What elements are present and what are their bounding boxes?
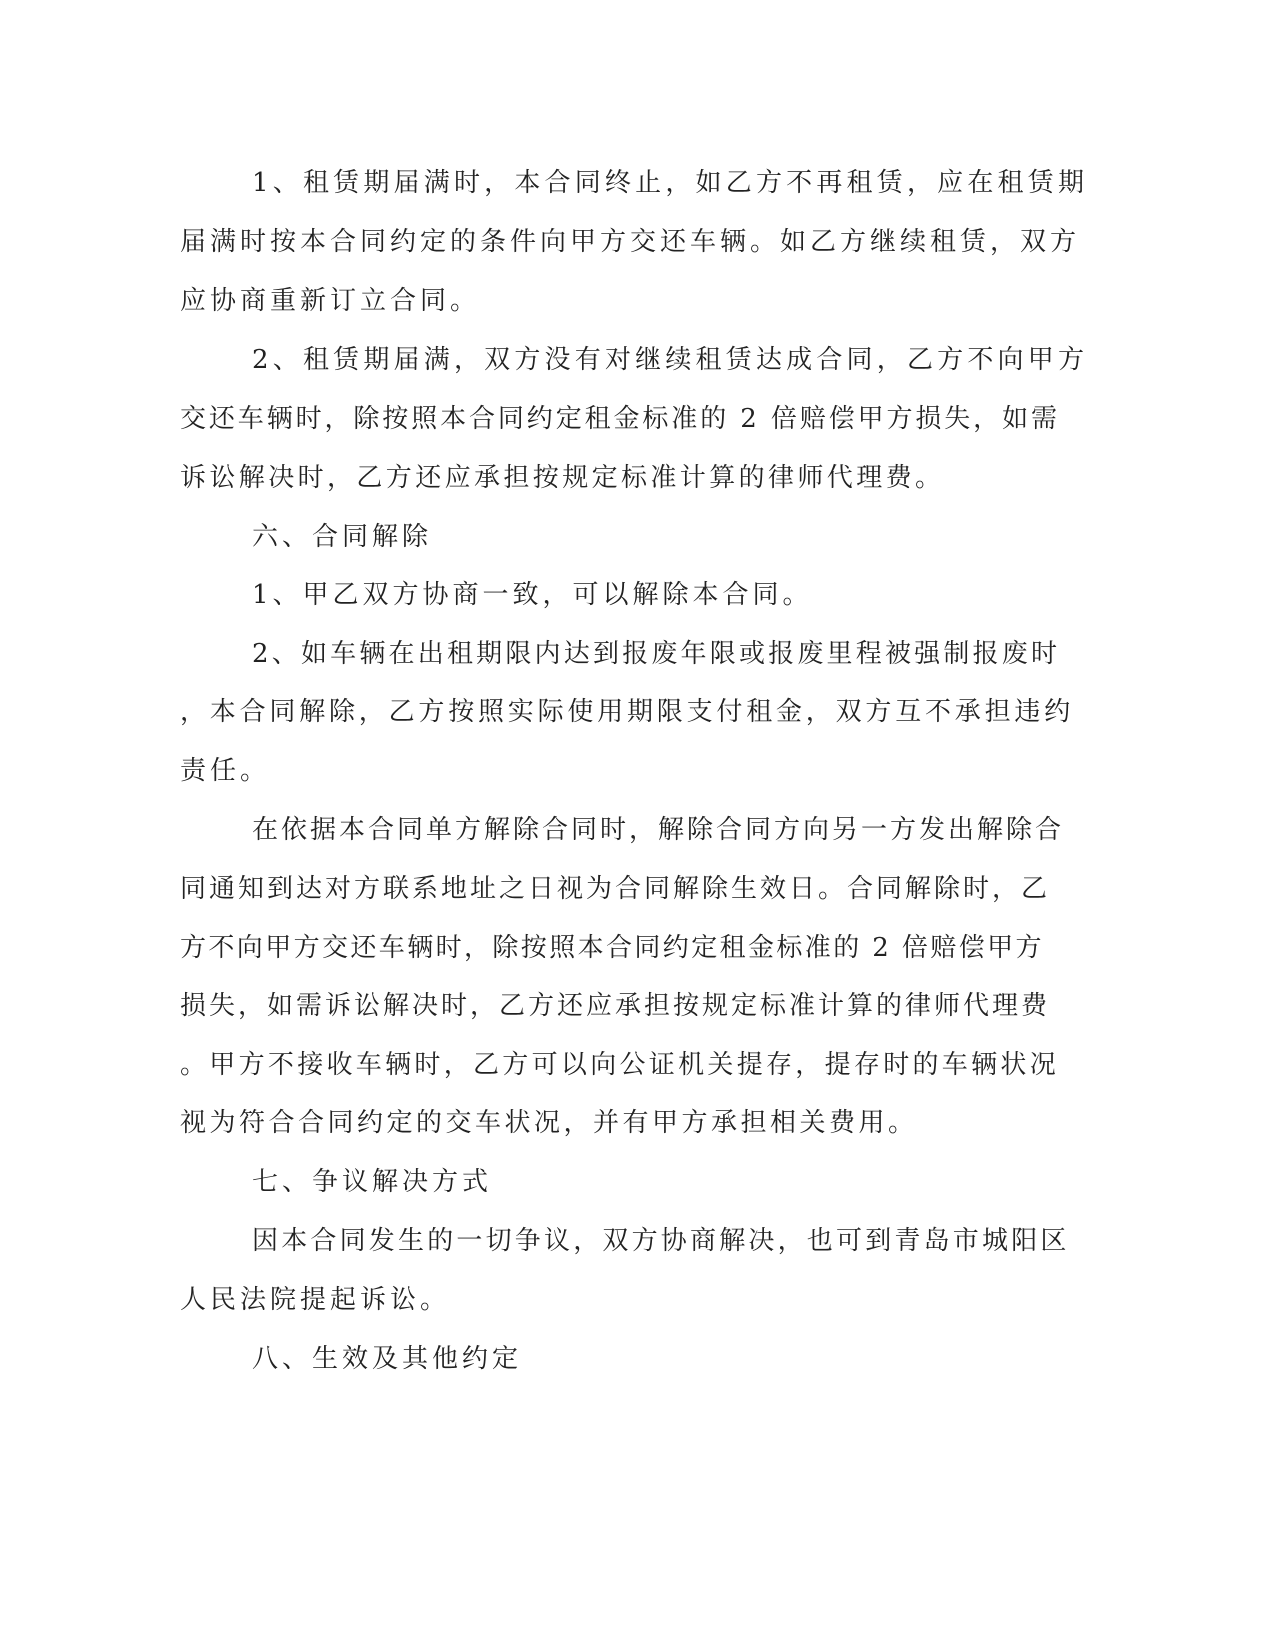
text-line: 1、甲乙双方协商一致，可以解除本合同。 [252,580,813,610]
text-line: 1、租赁期届满时，本合同终止，如乙方不再租赁，应在租赁期 [252,168,1089,198]
text-line: 因本合同发生的一切争议，双方协商解决，也可到青岛市城阳区 [252,1226,1070,1256]
text-line: 方不向甲方交还车辆时，除按照本合同约定租金标准的 2 倍赔偿甲方 [180,933,1044,963]
section-heading: 六、合同解除 [252,522,433,552]
section-heading: 七、争议解决方式 [252,1167,493,1197]
text-line: 损失，如需诉讼解决时，乙方还应承担按规定标准计算的律师代理费 [180,991,1051,1021]
text-line: 。甲方不接收车辆时，乙方可以向公证机关提存，提存时的车辆状况 [180,1050,1060,1080]
section-heading: 八、生效及其他约定 [252,1344,523,1374]
text-line: 在依据本合同单方解除合同时，解除合同方向另一方发出解除合 [252,815,1065,845]
text-line: 届满时按本合同约定的条件向甲方交还车辆。如乙方继续租赁，双方 [180,227,1081,257]
text-line: 2、如车辆在出租期限内达到报废年限或报废里程被强制报废时 [252,639,1061,669]
text-line: 应协商重新订立合同。 [180,286,481,316]
text-line: 诉讼解决时，乙方还应承担按规定标准计算的律师代理费。 [180,463,945,493]
text-line: 2、租赁期届满，双方没有对继续租赁达成合同，乙方不向甲方 [252,345,1089,375]
text-line: 视为符合合同约定的交车状况，并有甲方承担相关费用。 [180,1108,918,1138]
text-line: 同通知到达对方联系地址之日视为合同解除生效日。合同解除时，乙 [180,874,1051,904]
text-line: 交还车辆时，除按照本合同约定租金标准的 2 倍赔偿甲方损失，如需 [180,404,1060,434]
text-line: ，本合同解除，乙方按照实际使用期限支付租金，双方互不承担违约 [180,697,1075,727]
text-line: 责任。 [180,756,271,786]
text-line: 人民法院提起诉讼。 [180,1285,451,1315]
